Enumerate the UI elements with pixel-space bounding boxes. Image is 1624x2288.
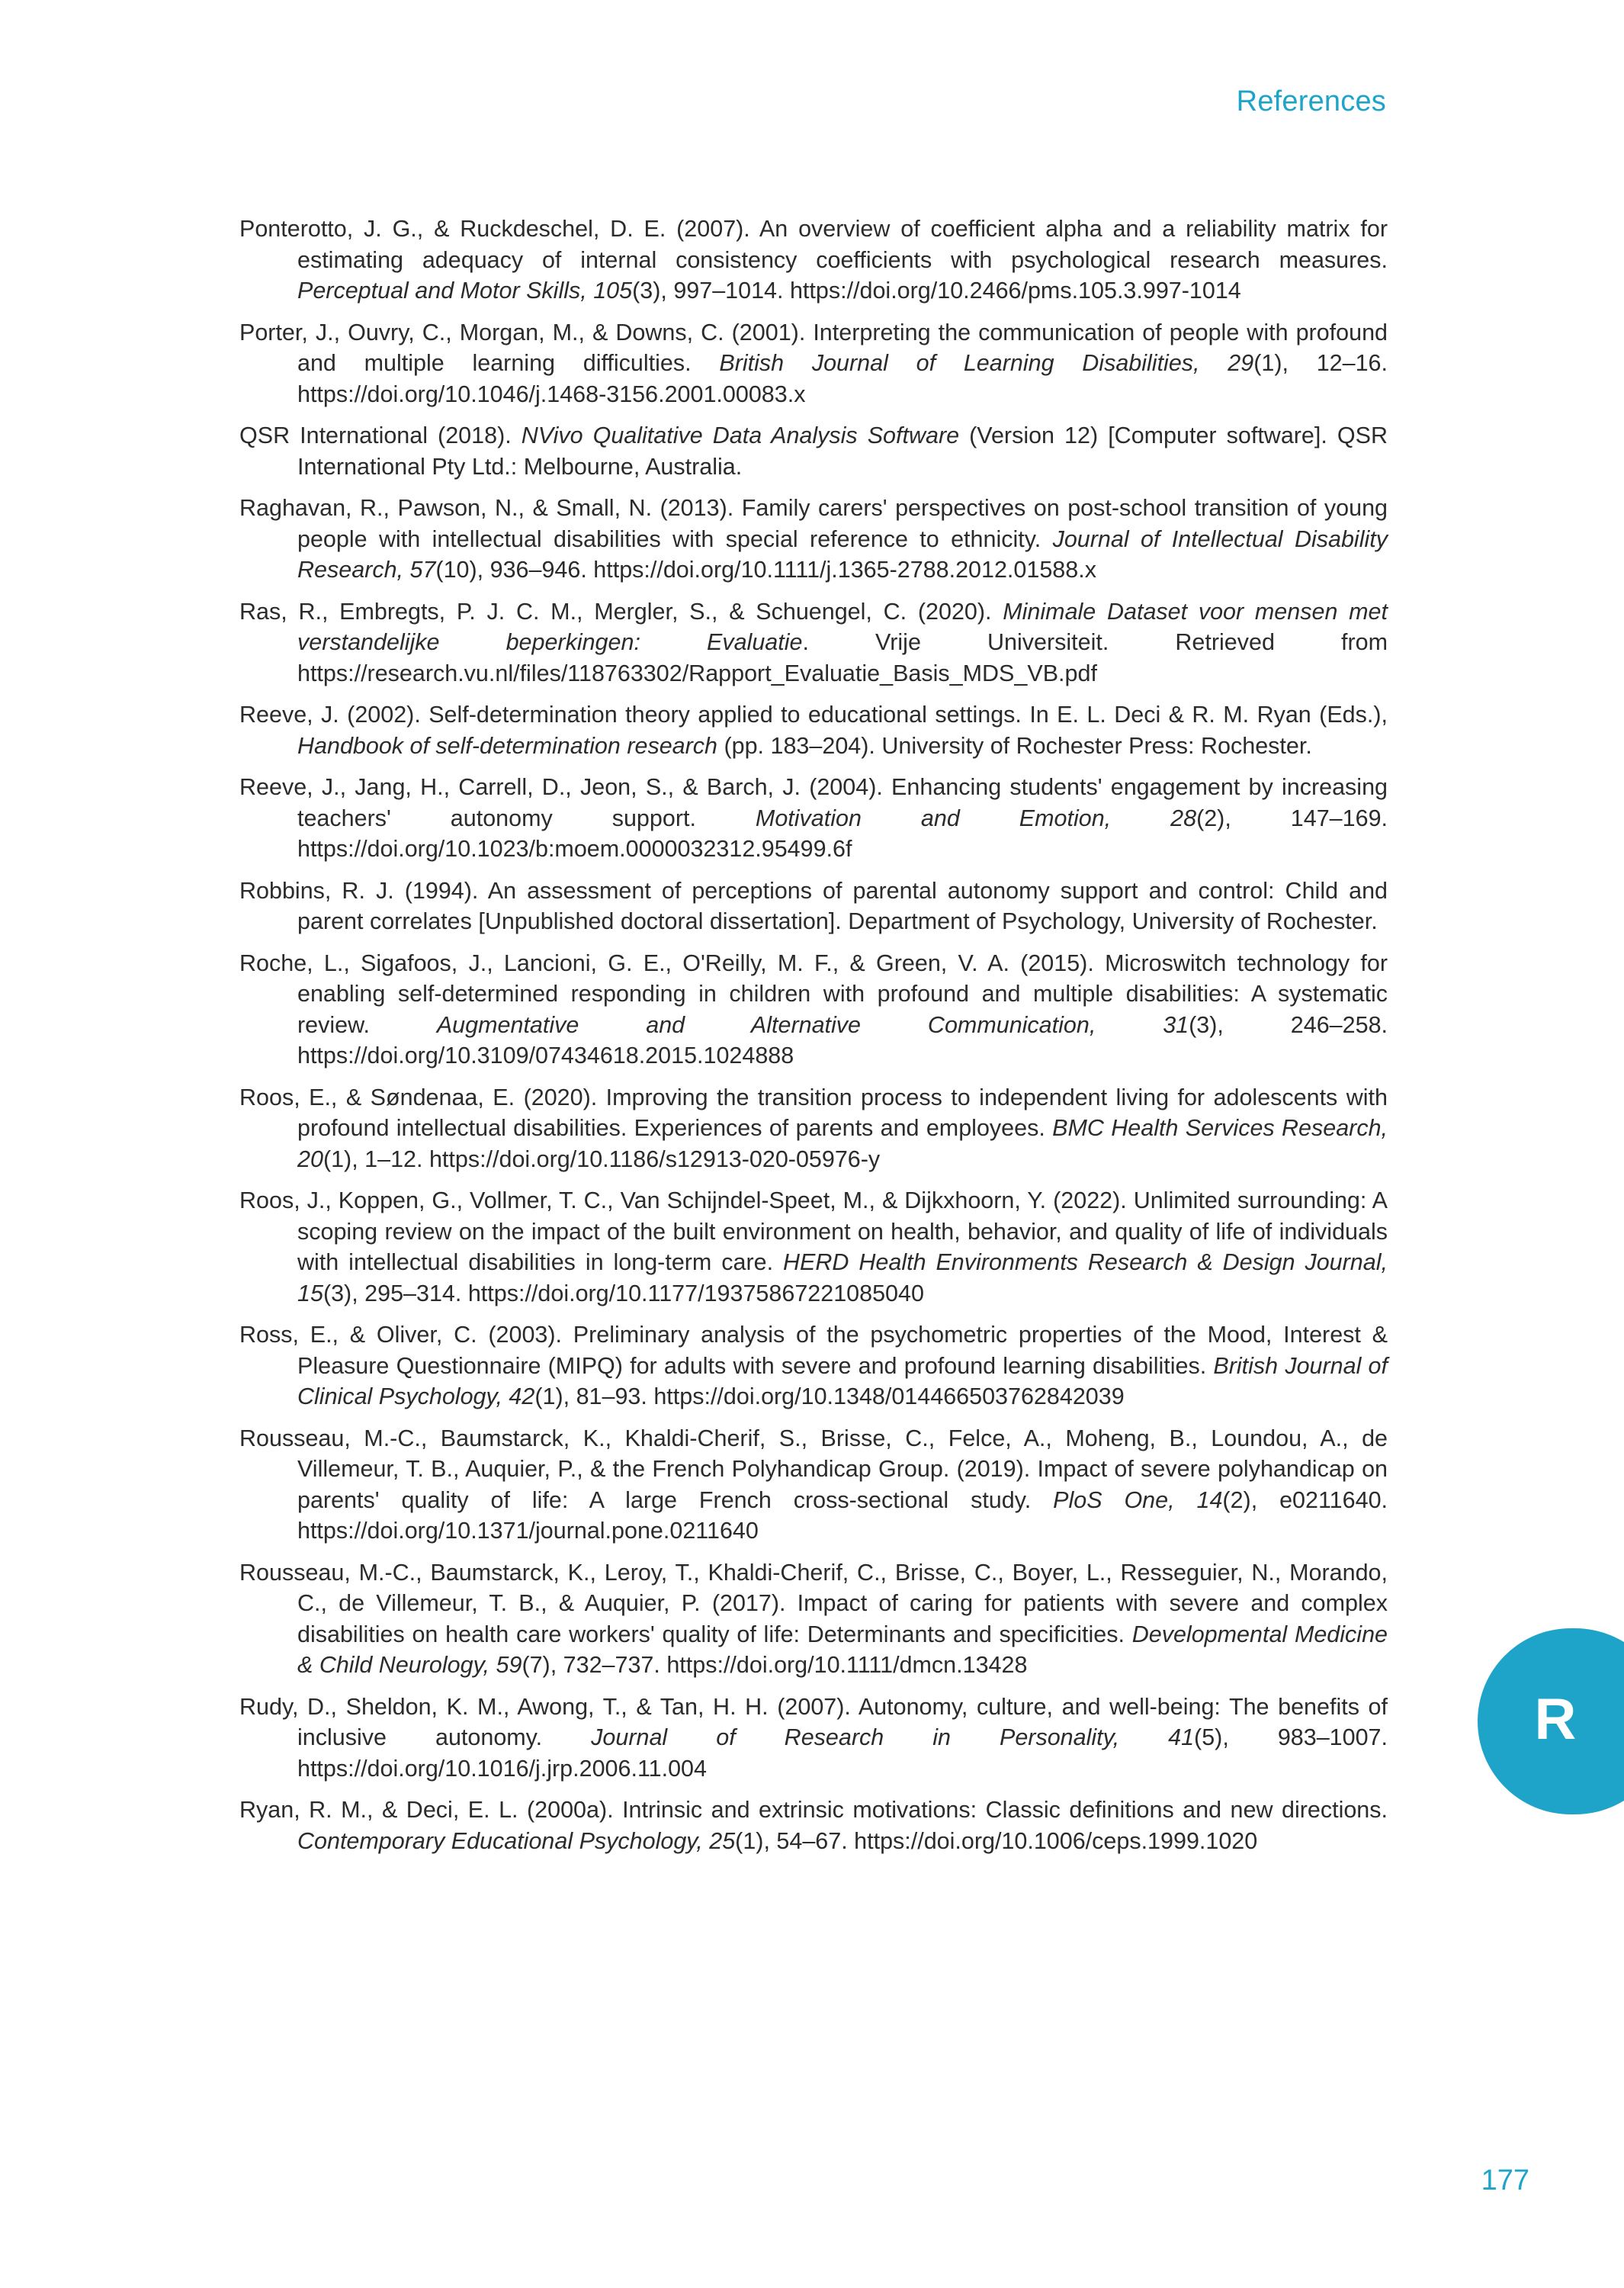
reference-details: (1), 1–12. https://doi.org/10.1186/s12913-020-05976-y [323, 1146, 881, 1172]
reference-entry [239, 420, 1388, 482]
reference-text: Ross, E., & Oliver, C. (2003). Preliminary analysis of the psychometric properties of the Mood, Interest & Pleasure Questionnaire (MIPQ) for adults with severe and profound learning disabilities. [239, 1322, 1388, 1379]
reference-source: Augmentative and Alternative Communication, 31 [436, 1011, 1189, 1038]
reference-details: . Vrije Universiteit. Retrieved from https://research.vu.nl/files/118763302/Rapport_Evaluatie_Basis_MDS_VB.pdf [297, 629, 1388, 686]
reference-text: QSR International (2018). [239, 423, 522, 448]
reference-source: British Journal of Clinical Psychology, 42 [297, 1352, 1388, 1409]
reference-entry [239, 772, 1388, 865]
reference-source: Perceptual and Motor Skills, 105 [297, 278, 633, 304]
reference-details: (Version 12) [Computer software]. QSR International Pty Ltd.: Melbourne, Australia. [297, 423, 1388, 480]
reference-text: Rousseau, M.-C., Baumstarck, K., Leroy, T., Khaldi-Cherif, C., Brisse, C., Boyer, L., Resseguier, N., Morando, C., de Villemeur, T. B., & Auquier, P. (2017). Impact of caring for patients with severe and complex disabilities on health care workers' quality of life: Determinants and specificities. [239, 1559, 1388, 1647]
reference-source: Handbook of self-determination research [297, 732, 717, 759]
reference-source: Motivation and Emotion, 28 [755, 805, 1197, 831]
reference-text: Ponterotto, J. G., & Ruckdeschel, D. E. (2007). An overview of coefficient alpha and a reliability matrix for estimating adequacy of internal consistency coefficients with psychological research measures. [239, 216, 1388, 273]
chapter-tab-letter: R [1534, 1687, 1577, 1752]
reference-details: (2), e0211640. https://doi.org/10.1371/journal.pone.0211640 [297, 1486, 1388, 1544]
reference-text: Porter, J., Ouvry, C., Morgan, M., & Downs, C. (2001). Interpreting the communication of people with profound and multiple learning difficulties. [239, 319, 1388, 376]
reference-text: Robbins, R. J. (1994). An assessment of perceptions of parental autonomy support and control: Child and parent correlates [Unpublished doctoral dissertation]. Department of Psychology, University of Rochester. [239, 877, 1388, 934]
reference-entry [239, 1557, 1388, 1681]
reference-details: (3), 246–258. https://doi.org/10.3109/07434618.2015.1024888 [297, 1011, 1388, 1068]
reference-text: Ryan, R. M., & Deci, E. L. (2000a). Intrinsic and extrinsic motivations: Classic definitions and new directions. [239, 1797, 1388, 1823]
reference-details: (7), 732–737. https://doi.org/10.1111/dmcn.13428 [522, 1652, 1028, 1678]
reference-source: Journal of Research in Personality, 41 [591, 1724, 1195, 1750]
reference-text: Rousseau, M.-C., Baumstarck, K., Khaldi-Cherif, S., Brisse, C., Felce, A., Moheng, B., Loundou, A., de Villemeur, T. B., Auquier, P., & the French Polyhandicap Group. (2019). Impact of severe polyhandicap on parents' quality of life: A large French cross-sectional study. [239, 1425, 1388, 1513]
reference-text: Reeve, J., Jang, H., Carrell, D., Jeon, S., & Barch, J. (2004). Enhancing students' engagement by increasing teachers' autonomy support. [239, 774, 1388, 831]
reference-source: NVivo Qualitative Data Analysis Software [521, 423, 960, 448]
reference-entry [239, 1423, 1388, 1547]
reference-entry [239, 1082, 1388, 1175]
reference-text: Ras, R., Embregts, P. J. C. M., Mergler, S., & Schuengel, C. (2020). [239, 598, 1003, 625]
reference-source: Minimale Dataset voor mensen met verstandelijke beperkingen: Evaluatie [297, 598, 1388, 655]
reference-source: Journal of Intellectual Disability Research, 57 [297, 525, 1388, 583]
reference-entry [239, 214, 1388, 307]
reference-details: (3), 997–1014. https://doi.org/10.2466/pms.105.3.997-1014 [632, 278, 1241, 304]
reference-text: Reeve, J. (2002). Self-determination theory applied to educational settings. In E. L. Deci & R. M. Ryan (Eds.), [239, 702, 1388, 728]
reference-entry [239, 1319, 1388, 1412]
reference-source: British Journal of Learning Disabilities, 29 [719, 350, 1254, 376]
reference-source: Contemporary Educational Psychology, 25 [297, 1827, 736, 1854]
reference-source: HERD Health Environments Research & Design Journal, 15 [297, 1249, 1388, 1306]
reference-details: (10), 936–946. https://doi.org/10.1111/j.1365-2788.2012.01588.x [435, 557, 1096, 583]
reference-entry [239, 596, 1388, 689]
reference-entry [239, 1795, 1388, 1856]
reference-text: Roche, L., Sigafoos, J., Lancioni, G. E., O'Reilly, M. F., & Green, V. A. (2015). Microswitch technology for enabling self-determined responding in children with profound and multiple disabilities: A systematic review. [239, 950, 1388, 1038]
reference-details: (pp. 183–204). University of Rochester Press: Rochester. [717, 732, 1312, 759]
reference-entry [239, 1185, 1388, 1309]
reference-details: (1), 81–93. https://doi.org/10.1348/014466503762842039 [534, 1383, 1125, 1409]
references-list [239, 214, 1388, 1867]
reference-entry [239, 493, 1388, 586]
reference-text: Raghavan, R., Pawson, N., & Small, N. (2013). Family carers' perspectives on post-school transition of young people with intellectual disabilities with special reference to ethnicity. [239, 495, 1388, 552]
reference-source: BMC Health Services Research, 20 [297, 1115, 1388, 1172]
reference-entry [239, 948, 1388, 1072]
reference-details: (1), 12–16. https://doi.org/10.1046/j.1468-3156.2001.00083.x [297, 350, 1388, 407]
running-header-title: References [1236, 85, 1386, 117]
reference-entry [239, 317, 1388, 410]
reference-text: Roos, E., & Søndenaa, E. (2020). Improving the transition process to independent living for adolescents with profound intellectual disabilities. Experiences of parents and employees. [239, 1084, 1388, 1141]
reference-text: Rudy, D., Sheldon, K. M., Awong, T., & Tan, H. H. (2007). Autonomy, culture, and well-being: The benefits of inclusive autonomy. [239, 1693, 1388, 1750]
reference-source: PloS One, 14 [1053, 1486, 1223, 1513]
reference-details: (1), 54–67. https://doi.org/10.1006/ceps.1999.1020 [735, 1827, 1258, 1854]
page-number: 177 [1481, 2164, 1529, 2196]
reference-entry [239, 699, 1388, 761]
reference-details: (3), 295–314. https://doi.org/10.1177/19375867221085040 [323, 1280, 924, 1306]
reference-entry [239, 876, 1388, 937]
reference-source: Developmental Medicine & Child Neurology, 59 [297, 1621, 1388, 1678]
reference-text: Roos, J., Koppen, G., Vollmer, T. C., Van Schijndel-Speet, M., & Dijkxhoorn, Y. (2022). Unlimited surrounding: A scoping review on the impact of the built environment on health, behavior, and quality of life of individuals with intellectual disabilities in long-term care. [239, 1187, 1388, 1275]
reference-entry [239, 1692, 1388, 1785]
reference-details: (5), 983–1007. https://doi.org/10.1016/j.jrp.2006.11.004 [297, 1724, 1388, 1782]
reference-details: (2), 147–169. https://doi.org/10.1023/b:moem.0000032312.95499.6f [297, 805, 1388, 862]
